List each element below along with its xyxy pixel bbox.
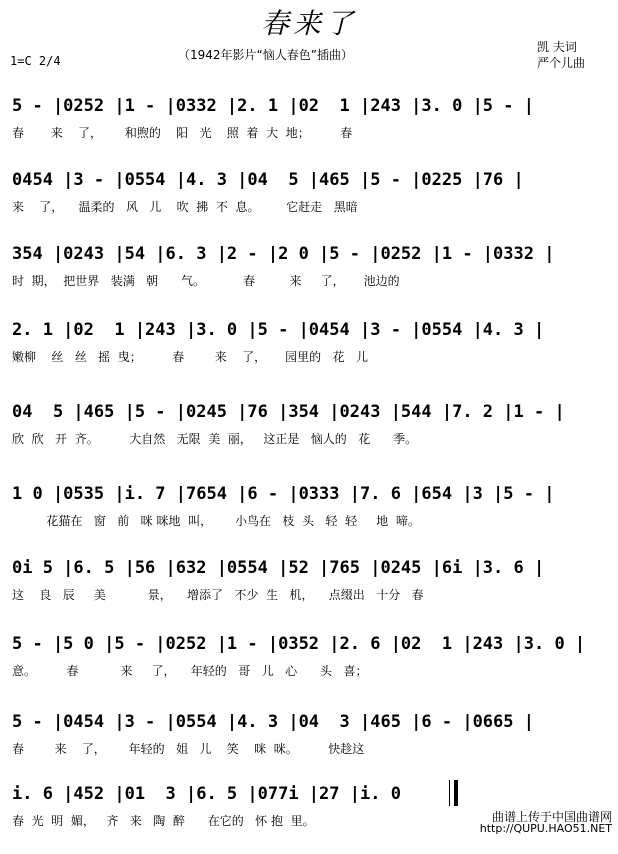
score-system-7 bbox=[0, 558, 618, 628]
score-system-6 bbox=[0, 484, 618, 554]
score-system-1 bbox=[0, 96, 618, 166]
notation-line: 04 5 |465 |5 - |0245 |76 |354 |0243 |544 |7. 2 |1 - | bbox=[12, 402, 565, 422]
notation-line: 5 - |0454 |3 - |0554 |4. 3 |04 3 |465 |6 - |0665 | bbox=[12, 712, 534, 732]
watermark-line-1: 曲谱上传于中国曲谱网 bbox=[491, 810, 612, 824]
key-signature: 1=C 2/4 bbox=[10, 54, 61, 68]
lyrics-line: 花猫在 窗 前 咪 咪地 叫， 小鸟在 枝 头 轻 轻 地 啼。 bbox=[12, 514, 420, 528]
final-barline-thick bbox=[454, 780, 458, 806]
notation-line: 354 |0243 |54 |6. 3 |2 - |2 0 |5 - |0252 |1 - |0332 | bbox=[12, 244, 555, 264]
notation-line: 1 0 |0535 |i. 7 |7654 |6 - |0333 |7. 6 |654 |3 |5 - | bbox=[12, 484, 555, 504]
lyrics-line: 春 来 了， 年轻的 姐 儿 笑 咪 咪。 快趁这 bbox=[12, 742, 365, 756]
notation-line: 0454 |3 - |0554 |4. 3 |04 5 |465 |5 - |0225 |76 | bbox=[12, 170, 524, 190]
score-system-3 bbox=[0, 244, 618, 314]
lyrics-line: 这 良 辰 美 景， 增添了 不少 生 机， 点缀出 十分 春 bbox=[12, 588, 424, 602]
lyrics-line: 欣 欣 开 齐。 大自然 无限 美 丽， 这正是 恼人的 花 季。 bbox=[12, 432, 418, 446]
lyrics-line: 春 来 了， 和煦的 阳 光 照 着 大 地； 春 bbox=[12, 126, 353, 140]
score-system-5 bbox=[0, 402, 618, 472]
notation-line: 5 - |0252 |1 - |0332 |2. 1 |02 1 |243 |3. 0 |5 - | bbox=[12, 96, 534, 116]
notation-line: 0i 5 |6. 5 |56 |632 |0554 |52 |765 |0245 |6i |3. 6 | bbox=[12, 558, 545, 578]
score-system-9 bbox=[0, 712, 618, 782]
lyrics-line: 时 期， 把世界 装满 朝 气。 春 来 了， 池边的 bbox=[12, 274, 400, 288]
composer-credit: 严个儿曲 bbox=[537, 56, 586, 70]
lyrics-line: 春 光 明 媚， 齐 来 陶 醉 在它的 怀 抱 里。 bbox=[12, 814, 315, 828]
lyrics-line: 意。 春 来 了， 年轻的 哥 儿 心 头 喜； bbox=[12, 664, 368, 678]
lyricist-credit: 凯 夫词 bbox=[537, 40, 577, 54]
score-system-8 bbox=[0, 634, 618, 704]
score-system-2 bbox=[0, 170, 618, 240]
score-system-4 bbox=[0, 320, 618, 390]
song-title: 春来了 bbox=[260, 7, 357, 40]
song-subtitle: （1942年影片“恼人春色”插曲） bbox=[178, 48, 353, 62]
lyrics-line: 来 了， 温柔的 风 儿 吹 拂 不 息。 它赶走 黑暗 bbox=[12, 200, 358, 214]
watermark-line-2: http://QUPU.HAO51.NET bbox=[479, 822, 612, 835]
notation-line: 2. 1 |02 1 |243 |3. 0 |5 - |0454 |3 - |0554 |4. 3 | bbox=[12, 320, 545, 340]
lyrics-line: 嫩柳 丝 丝 摇 曳； 春 来 了， 园里的 花 儿 bbox=[12, 350, 369, 364]
source-watermark bbox=[480, 811, 612, 835]
notation-line: i. 6 |452 |01 3 |6. 5 |077i |27 |i. 0 bbox=[12, 784, 401, 804]
final-barline-thin bbox=[449, 780, 450, 806]
notation-line: 5 - |5 0 |5 - |0252 |1 - |0352 |2. 6 |02 1 |243 |3. 0 | bbox=[12, 634, 586, 654]
